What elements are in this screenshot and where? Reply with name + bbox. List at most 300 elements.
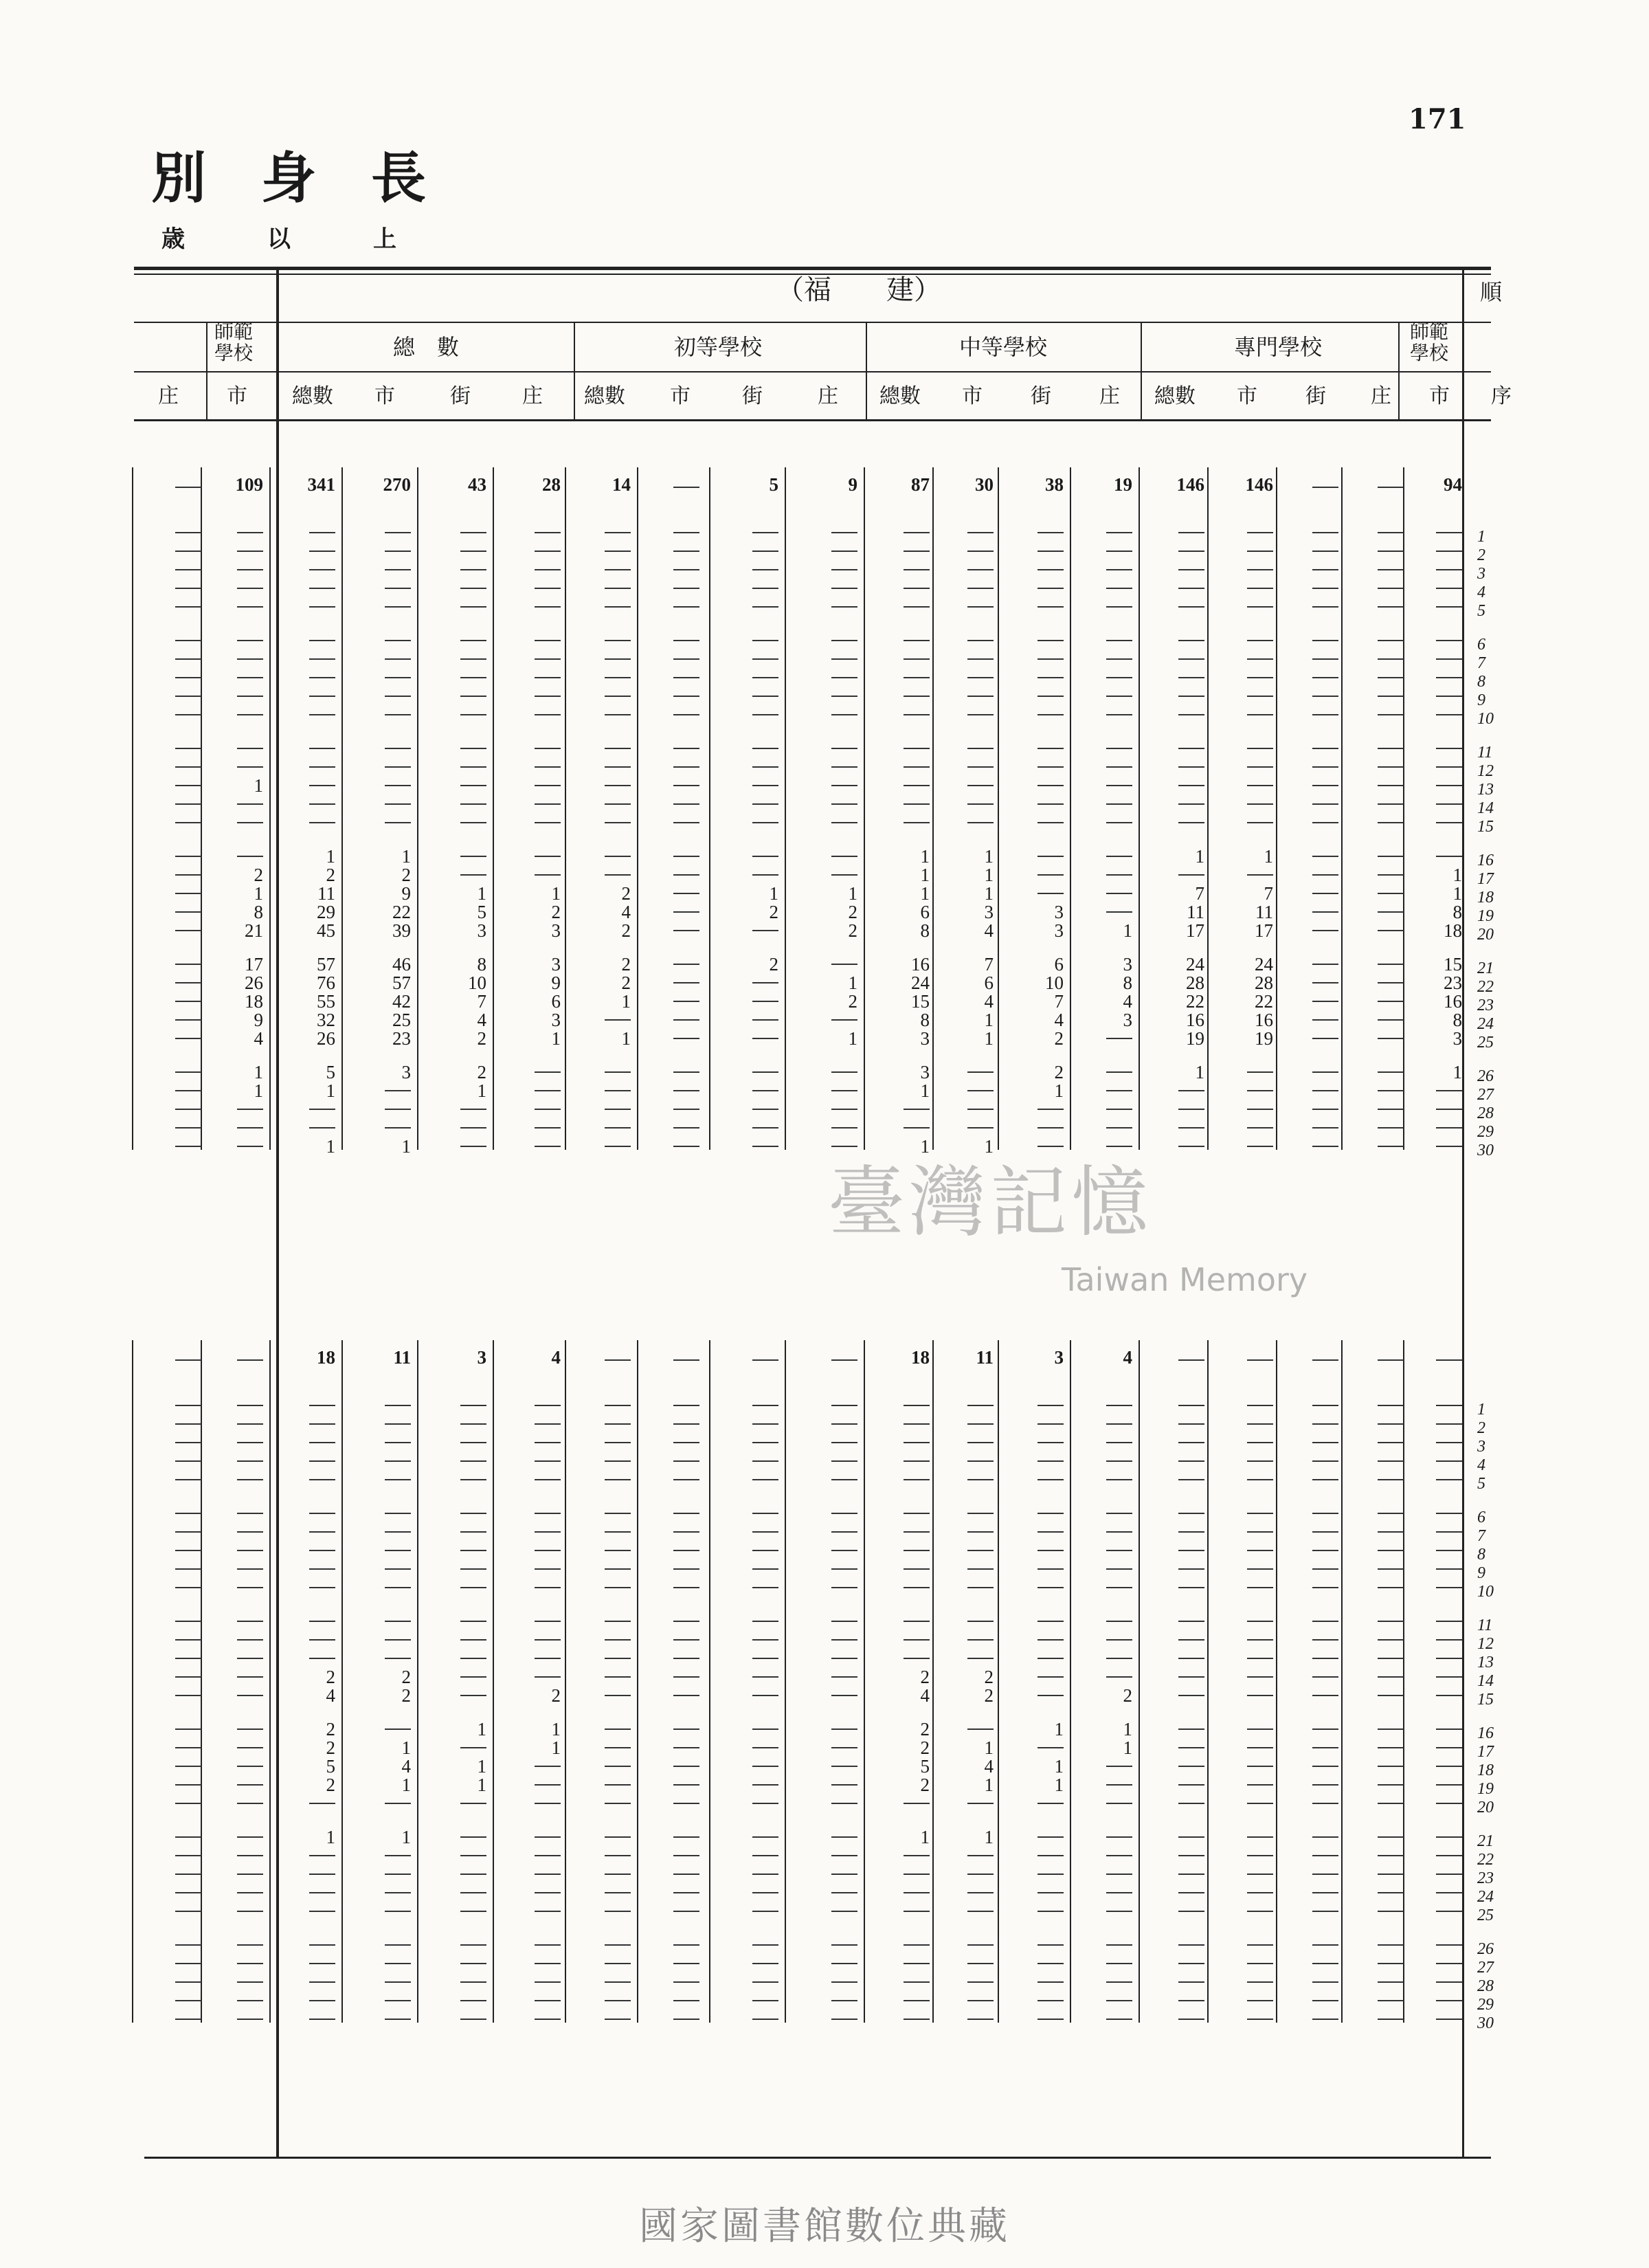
table-cell: 1 (984, 1010, 994, 1030)
watermark: 臺灣記憶 (828, 1158, 1152, 1247)
dash-cell (175, 1550, 201, 1551)
dash-cell (1178, 748, 1204, 749)
row-number: 8 (1477, 673, 1485, 691)
dash-cell (605, 658, 631, 660)
dash-cell (1247, 1071, 1273, 1073)
dash-cell (535, 1855, 561, 1856)
dash-cell (831, 748, 857, 749)
dash-cell (309, 658, 335, 660)
dash-cell (904, 1479, 930, 1480)
dash-cell (460, 1658, 486, 1659)
dash-cell (1247, 551, 1273, 552)
dash-cell (605, 1460, 631, 1462)
dash-cell (309, 1892, 335, 1893)
total-cell: 28 (542, 474, 561, 495)
dash-cell (904, 640, 930, 641)
dash-cell (752, 1460, 778, 1462)
dash-cell (967, 1874, 994, 1875)
col-rule (637, 1340, 638, 2023)
dash-cell (1247, 1874, 1273, 1875)
dash-cell (385, 1513, 411, 1514)
dash-cell (831, 1728, 857, 1730)
dash-cell (460, 1892, 486, 1893)
dash-cell (1436, 1460, 1462, 1462)
dash-cell (1312, 2000, 1338, 2001)
dash-cell (1436, 1784, 1462, 1786)
dash-cell (831, 658, 857, 660)
dash-cell (535, 1513, 561, 1514)
dash-cell (535, 1874, 561, 1875)
table-cell: 1 (848, 883, 857, 904)
dash-cell (309, 1442, 335, 1443)
dash-cell (1247, 1676, 1273, 1678)
table-cell: 1 (551, 1028, 561, 1049)
dash-cell (1436, 1146, 1462, 1147)
rule-bottom (144, 2157, 1491, 2159)
dash-cell (1178, 1423, 1204, 1425)
dash-cell (1247, 640, 1273, 641)
dash-cell (1312, 1071, 1338, 1073)
group-header: （福 建） (776, 274, 941, 306)
table-cell: 7 (984, 954, 994, 975)
dash-cell (1178, 1855, 1204, 1856)
dash-cell (385, 1981, 411, 1983)
table-cell: 11 (1255, 902, 1273, 922)
dash-cell (752, 1639, 778, 1641)
dash-cell (1037, 714, 1064, 715)
dash-cell (535, 766, 561, 768)
subheader-sho: 庄 (818, 384, 838, 408)
dash-cell (1312, 551, 1338, 552)
dash-cell (1247, 1405, 1273, 1406)
total-cell: 9 (848, 474, 857, 495)
dash-cell (1106, 2019, 1132, 2020)
total-cell: 341 (307, 474, 335, 495)
table-cell: 3 (551, 1010, 561, 1030)
dash-cell (1037, 606, 1064, 608)
dash-cell (385, 1911, 411, 1912)
col-rule (341, 1340, 343, 2023)
dash-cell (1247, 658, 1273, 660)
dash-cell (673, 766, 699, 768)
dash-cell (1436, 856, 1462, 857)
table-cell: 3 (1123, 954, 1132, 975)
dash-cell (831, 964, 857, 965)
col-rule (269, 1340, 271, 2023)
dash-cell (237, 1981, 263, 1983)
dash-cell (460, 1460, 486, 1462)
dash-cell (1037, 1803, 1064, 1804)
dash-cell (1178, 1784, 1204, 1786)
dash-cell (752, 1127, 778, 1129)
dash-cell (1247, 822, 1273, 823)
dash-cell (237, 1405, 263, 1406)
dash-cell (237, 1747, 263, 1748)
dash-cell (460, 1836, 486, 1838)
table-cell: 1 (621, 1028, 631, 1049)
table-cell: 1 (1195, 1062, 1204, 1082)
subheader-shi: 市 (1429, 384, 1450, 408)
dash-cell (752, 1146, 778, 1147)
dash-cell (1106, 785, 1132, 786)
dash-cell (673, 1568, 699, 1570)
dash-cell (460, 2000, 486, 2001)
table-cell: 55 (317, 991, 335, 1012)
dash-cell (967, 822, 994, 823)
dash-cell (1247, 874, 1273, 876)
dash-cell (1106, 766, 1132, 768)
dash-cell (1247, 803, 1273, 805)
table-cell: 1 (1054, 1756, 1064, 1777)
dash-cell (831, 569, 857, 570)
table-cell: 9 (551, 972, 561, 993)
table-cell: 1 (326, 1080, 335, 1101)
table-cell: 3 (1054, 920, 1064, 941)
dash-cell (673, 1038, 699, 1039)
dash-cell (385, 1855, 411, 1856)
dash-cell (1106, 1460, 1132, 1462)
dash-cell (237, 1550, 263, 1551)
dash-cell (673, 1019, 699, 1021)
dash-cell (831, 1784, 857, 1786)
dash-cell (460, 874, 486, 876)
dash-cell (535, 677, 561, 678)
dash-cell (1312, 1587, 1338, 1588)
dash-cell (535, 1963, 561, 1964)
dash-cell (752, 1874, 778, 1875)
dash-cell (831, 1531, 857, 1533)
dash-cell (831, 1766, 857, 1767)
dash-cell (1037, 856, 1064, 857)
row-number: 9 (1477, 691, 1485, 709)
dash-cell (460, 658, 486, 660)
table-cell: 4 (984, 991, 994, 1012)
dash-cell (309, 1621, 335, 1622)
dash-cell (673, 1981, 699, 1983)
table-cell: 24 (1186, 954, 1204, 975)
dash-cell (237, 1803, 263, 1804)
dash-cell (1312, 1001, 1338, 1002)
col-rule (1341, 467, 1343, 1150)
dash-cell (237, 1874, 263, 1875)
dash-cell (175, 1944, 201, 1946)
table-cell: 1 (326, 846, 335, 867)
dash-cell (605, 1019, 631, 1021)
table-cell: 4 (621, 902, 631, 922)
subheader-sho: 庄 (158, 384, 179, 408)
dash-cell (673, 2019, 699, 2020)
table-cell: 1 (984, 1028, 994, 1049)
dash-cell (460, 2019, 486, 2020)
dash-cell (237, 569, 263, 570)
dash-cell (460, 1747, 486, 1748)
dash-cell (1378, 569, 1404, 570)
dash-cell (1037, 551, 1064, 552)
table-cell: 1 (1195, 846, 1204, 867)
dash-cell (535, 569, 561, 570)
dash-cell (535, 1479, 561, 1480)
dash-cell (605, 1090, 631, 1091)
dash-cell (673, 1531, 699, 1533)
dash-cell (904, 1550, 930, 1551)
dash-cell (605, 1944, 631, 1946)
table-cell: 76 (317, 972, 335, 993)
dash-cell (385, 1550, 411, 1551)
dash-cell (1436, 1766, 1462, 1767)
table-cell: 21 (245, 920, 263, 941)
dash-cell (1178, 1911, 1204, 1912)
dash-cell (904, 677, 930, 678)
header-order-top: 順 (1479, 279, 1502, 305)
row-number: 18 (1477, 889, 1494, 907)
table-cell: 1 (477, 1080, 486, 1101)
dash-cell (1378, 1001, 1404, 1002)
dash-cell (460, 1639, 486, 1641)
dash-cell (1037, 822, 1064, 823)
dash-cell (831, 606, 857, 608)
row-number: 12 (1477, 1635, 1494, 1653)
dash-cell (175, 606, 201, 608)
dash-cell (460, 1695, 486, 1696)
dash-cell (237, 1911, 263, 1912)
dash-cell (1436, 1874, 1462, 1875)
dash-cell (1106, 1803, 1132, 1804)
dash-cell (175, 1127, 201, 1129)
dash-cell (175, 1146, 201, 1147)
dash-cell (385, 803, 411, 805)
dash-cell (605, 766, 631, 768)
row-number: 27 (1477, 1959, 1494, 1977)
dash-cell (1106, 1442, 1132, 1443)
dash-cell (175, 748, 201, 749)
dash-cell (175, 1423, 201, 1425)
dash-cell (1378, 1587, 1404, 1588)
dash-cell (605, 1728, 631, 1730)
total-cell: 43 (468, 474, 486, 495)
table-cell: 4 (326, 1685, 335, 1706)
dash-cell (460, 1513, 486, 1514)
total-cell: 5 (769, 474, 778, 495)
dash-cell (831, 2019, 857, 2020)
dash-cell (237, 1728, 263, 1730)
dash-cell (385, 822, 411, 823)
dash-cell (673, 964, 699, 965)
row-number: 1 (1477, 1401, 1485, 1419)
dash-cell (535, 606, 561, 608)
dash-cell (752, 822, 778, 823)
dash-cell (1178, 1479, 1204, 1480)
dash-cell (237, 822, 263, 823)
dash-cell (752, 930, 778, 931)
dash-cell (605, 1071, 631, 1073)
dash-cell (1378, 1963, 1404, 1964)
dash-cell (605, 1892, 631, 1893)
dash-cell (385, 1568, 411, 1570)
dash-cell (1436, 1127, 1462, 1129)
dash-cell (1312, 658, 1338, 660)
dash-cell (605, 1766, 631, 1767)
dash-cell (673, 1963, 699, 1964)
table-cell: 2 (621, 883, 631, 904)
dash-cell (831, 1658, 857, 1659)
row-number: 21 (1477, 959, 1494, 977)
dash-cell (1037, 532, 1064, 533)
table-cell: 8 (254, 902, 263, 922)
dash-cell (460, 1963, 486, 1964)
dash-cell (1178, 1359, 1204, 1361)
table-cell: 1 (477, 1719, 486, 1739)
dash-cell (175, 658, 201, 660)
dash-cell (967, 696, 994, 697)
dash-cell (1178, 1695, 1204, 1696)
table-cell: 1 (1452, 865, 1462, 885)
dash-cell (1436, 822, 1462, 823)
dash-cell (1247, 1892, 1273, 1893)
dash-cell (1037, 1127, 1064, 1129)
dash-cell (1106, 803, 1132, 805)
dash-cell (237, 551, 263, 552)
dash-cell (1037, 1874, 1064, 1875)
dash-cell (1106, 1639, 1132, 1641)
dash-cell (237, 1442, 263, 1443)
dash-cell (1178, 1531, 1204, 1533)
dash-cell (752, 1513, 778, 1514)
dash-cell (175, 982, 201, 983)
table-cell: 46 (392, 954, 411, 975)
dash-cell (673, 856, 699, 857)
header-teacher-right: 師範學校 (1409, 320, 1448, 364)
table-cell: 1 (848, 1028, 857, 1049)
dash-cell (309, 1531, 335, 1533)
table-cell: 1 (1123, 920, 1132, 941)
table-cell: 4 (254, 1028, 263, 1049)
dash-cell (904, 1127, 930, 1129)
col-rule (637, 467, 638, 1150)
table-cell: 1 (984, 846, 994, 867)
col-rule (998, 1340, 999, 2023)
dash-cell (831, 1127, 857, 1129)
dash-cell (673, 1359, 699, 1361)
dash-cell (1378, 1038, 1404, 1039)
dash-cell (460, 1911, 486, 1912)
dash-cell (673, 1911, 699, 1912)
dash-cell (1378, 640, 1404, 641)
dash-cell (175, 1784, 201, 1786)
row-number: 26 (1477, 1940, 1494, 1958)
dash-cell (1378, 1874, 1404, 1875)
dash-cell (673, 1127, 699, 1129)
dash-cell (1312, 588, 1338, 589)
dash-cell (460, 1944, 486, 1946)
table-cell: 8 (477, 954, 486, 975)
table-cell: 1 (551, 1719, 561, 1739)
dash-cell (673, 1071, 699, 1073)
dash-cell (1378, 1513, 1404, 1514)
dash-cell (1106, 714, 1132, 715)
dash-cell (1178, 1639, 1204, 1641)
dash-cell (1378, 982, 1404, 983)
dash-cell (535, 1127, 561, 1129)
dash-cell (1247, 2019, 1273, 2020)
dash-cell (904, 1621, 930, 1622)
table-cell: 2 (848, 902, 857, 922)
dash-cell (1106, 1658, 1132, 1659)
col-rule (1070, 1340, 1071, 2023)
dash-cell (831, 1803, 857, 1804)
dash-cell (1178, 677, 1204, 678)
table-cell: 1 (920, 846, 930, 867)
dash-cell (1106, 1479, 1132, 1480)
dash-cell (605, 785, 631, 786)
dash-cell (1378, 1639, 1404, 1641)
dash-cell (831, 640, 857, 641)
dash-cell (1178, 1146, 1204, 1147)
dash-cell (1178, 1747, 1204, 1748)
dash-cell (673, 658, 699, 660)
col-rule (998, 467, 999, 1150)
dash-cell (673, 1513, 699, 1514)
dash-cell (535, 1146, 561, 1147)
dash-cell (237, 714, 263, 715)
table-cell: 26 (245, 972, 263, 993)
dash-cell (309, 1803, 335, 1804)
dash-cell (385, 606, 411, 608)
dash-cell (535, 1568, 561, 1570)
dash-cell (605, 1359, 631, 1361)
row-number: 25 (1477, 1906, 1494, 1924)
dash-cell (1037, 1442, 1064, 1443)
dash-cell (237, 532, 263, 533)
dash-cell (1037, 1109, 1064, 1110)
dash-cell (904, 2019, 930, 2020)
dash-cell (673, 911, 699, 913)
dash-cell (1378, 785, 1404, 786)
dash-cell (237, 1695, 263, 1696)
dash-cell (1312, 1146, 1338, 1147)
dash-cell (831, 1963, 857, 1964)
dash-cell (1178, 1568, 1204, 1570)
dash-cell (1312, 1676, 1338, 1678)
row-number: 30 (1477, 2014, 1494, 2032)
dash-cell (1247, 1460, 1273, 1462)
dash-cell (967, 569, 994, 570)
dash-cell (1378, 1090, 1404, 1091)
dash-cell (752, 1423, 778, 1425)
table-cell: 1 (984, 865, 994, 885)
dash-cell (309, 551, 335, 552)
dash-cell (1378, 487, 1404, 488)
table-cell: 17 (245, 954, 263, 975)
dash-cell (605, 1109, 631, 1110)
dash-cell (385, 748, 411, 749)
dash-cell (535, 822, 561, 823)
col-rule (785, 1340, 786, 2023)
dash-cell (237, 1621, 263, 1622)
table-cell: 4 (920, 1685, 930, 1706)
dash-cell (752, 748, 778, 749)
dash-cell (1378, 1146, 1404, 1147)
dash-cell (673, 487, 699, 488)
table-cell: 1 (984, 1737, 994, 1758)
table-cell: 1 (920, 1080, 930, 1101)
table-cell: 4 (984, 1756, 994, 1777)
dash-cell (752, 1550, 778, 1551)
table-cell: 2 (848, 991, 857, 1012)
dash-cell (967, 785, 994, 786)
dash-cell (1106, 1513, 1132, 1514)
dash-cell (175, 803, 201, 805)
table-cell: 4 (401, 1756, 411, 1777)
